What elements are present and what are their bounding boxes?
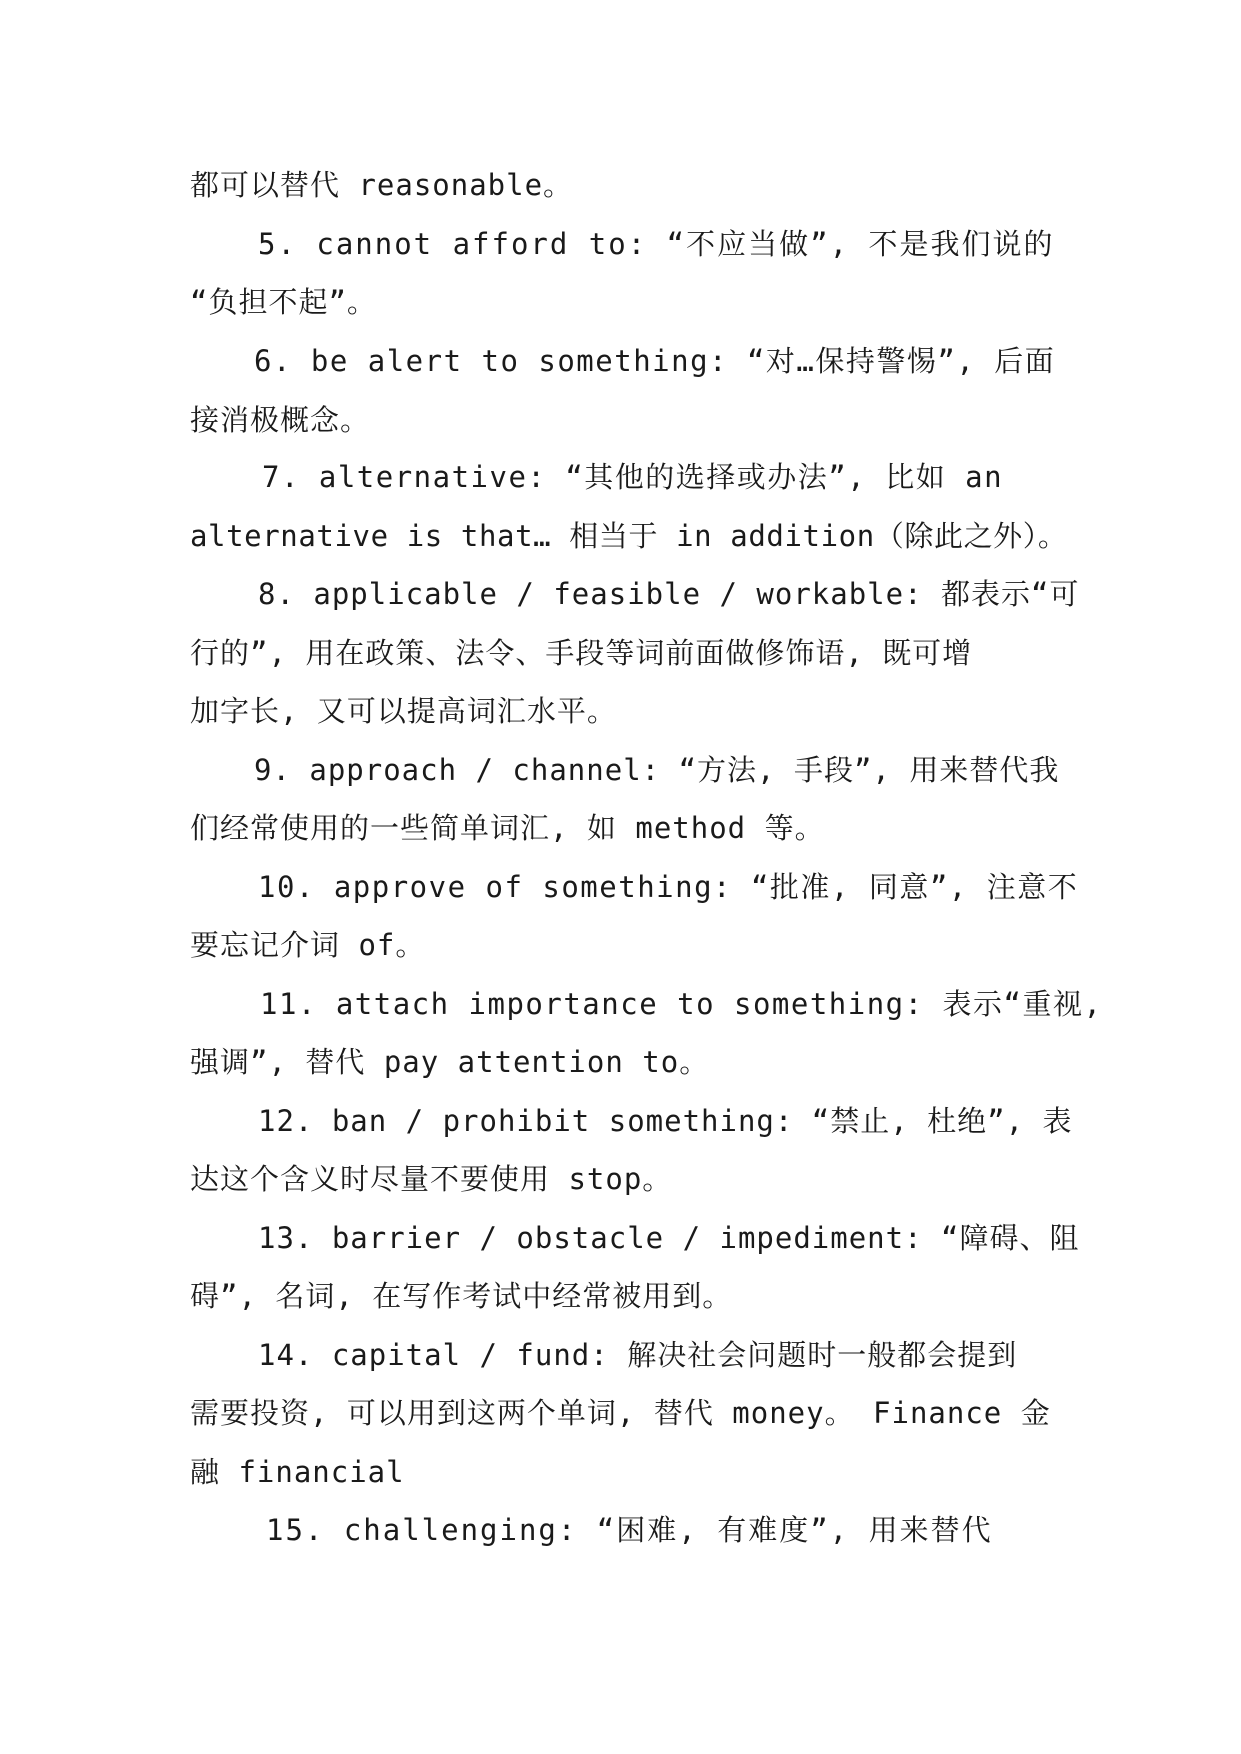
text-line: alternative is that… 相当于 in addition（除此之外）。 — [190, 519, 1068, 553]
text-line: 8. applicable / feasible / workable: 都表示“可 — [258, 577, 1080, 611]
text-line: 需要投资, 可以用到这两个单词, 替代 money。 Finance 金 — [190, 1396, 1051, 1430]
text-line: 10. approve of something: “批准, 同意”, 注意不 — [258, 870, 1079, 904]
text-line: 14. capital / fund: 解决社会问题时一般都会提到 — [258, 1338, 1018, 1372]
text-line: 12. ban / prohibit something: “禁止, 杜绝”, 表 — [258, 1104, 1073, 1138]
text-line: 13. barrier / obstacle / impediment: “障碍、阻 — [258, 1221, 1080, 1255]
text-line: 5. cannot afford to: “不应当做”, 不是我们说的 — [258, 227, 1055, 261]
text-line: 行的”, 用在政策、法令、手段等词前面做修饰语, 既可增 — [190, 636, 973, 670]
text-line: 都可以替代 reasonable。 — [190, 168, 574, 202]
text-line: 9. approach / channel: “方法, 手段”, 用来替代我 — [254, 753, 1060, 787]
text-line: 11. attach importance to something: 表示“重视, — [260, 987, 1103, 1021]
text-line: 达这个含义时尽量不要使用 stop。 — [190, 1162, 673, 1196]
text-line: 要忘记介词 of。 — [190, 928, 426, 962]
text-line: 加字长, 又可以提高词汇水平。 — [190, 694, 617, 728]
text-line: 7. alternative: “其他的选择或办法”, 比如 an — [262, 460, 1004, 494]
text-line: 15. challenging: “困难, 有难度”, 用来替代 — [266, 1513, 993, 1547]
text-line: 接消极概念。 — [190, 403, 371, 437]
text-line: 们经常使用的一些简单词汇, 如 method 等。 — [190, 811, 825, 845]
text-line: 碍”, 名词, 在写作考试中经常被用到。 — [190, 1279, 733, 1313]
text-line: “负担不起”。 — [190, 285, 377, 319]
text-line: 融 financial — [190, 1455, 405, 1489]
text-line: 强调”, 替代 pay attention to。 — [190, 1045, 710, 1079]
text-line: 6. be alert to something: “对…保持警惕”, 后面 — [254, 344, 1056, 378]
